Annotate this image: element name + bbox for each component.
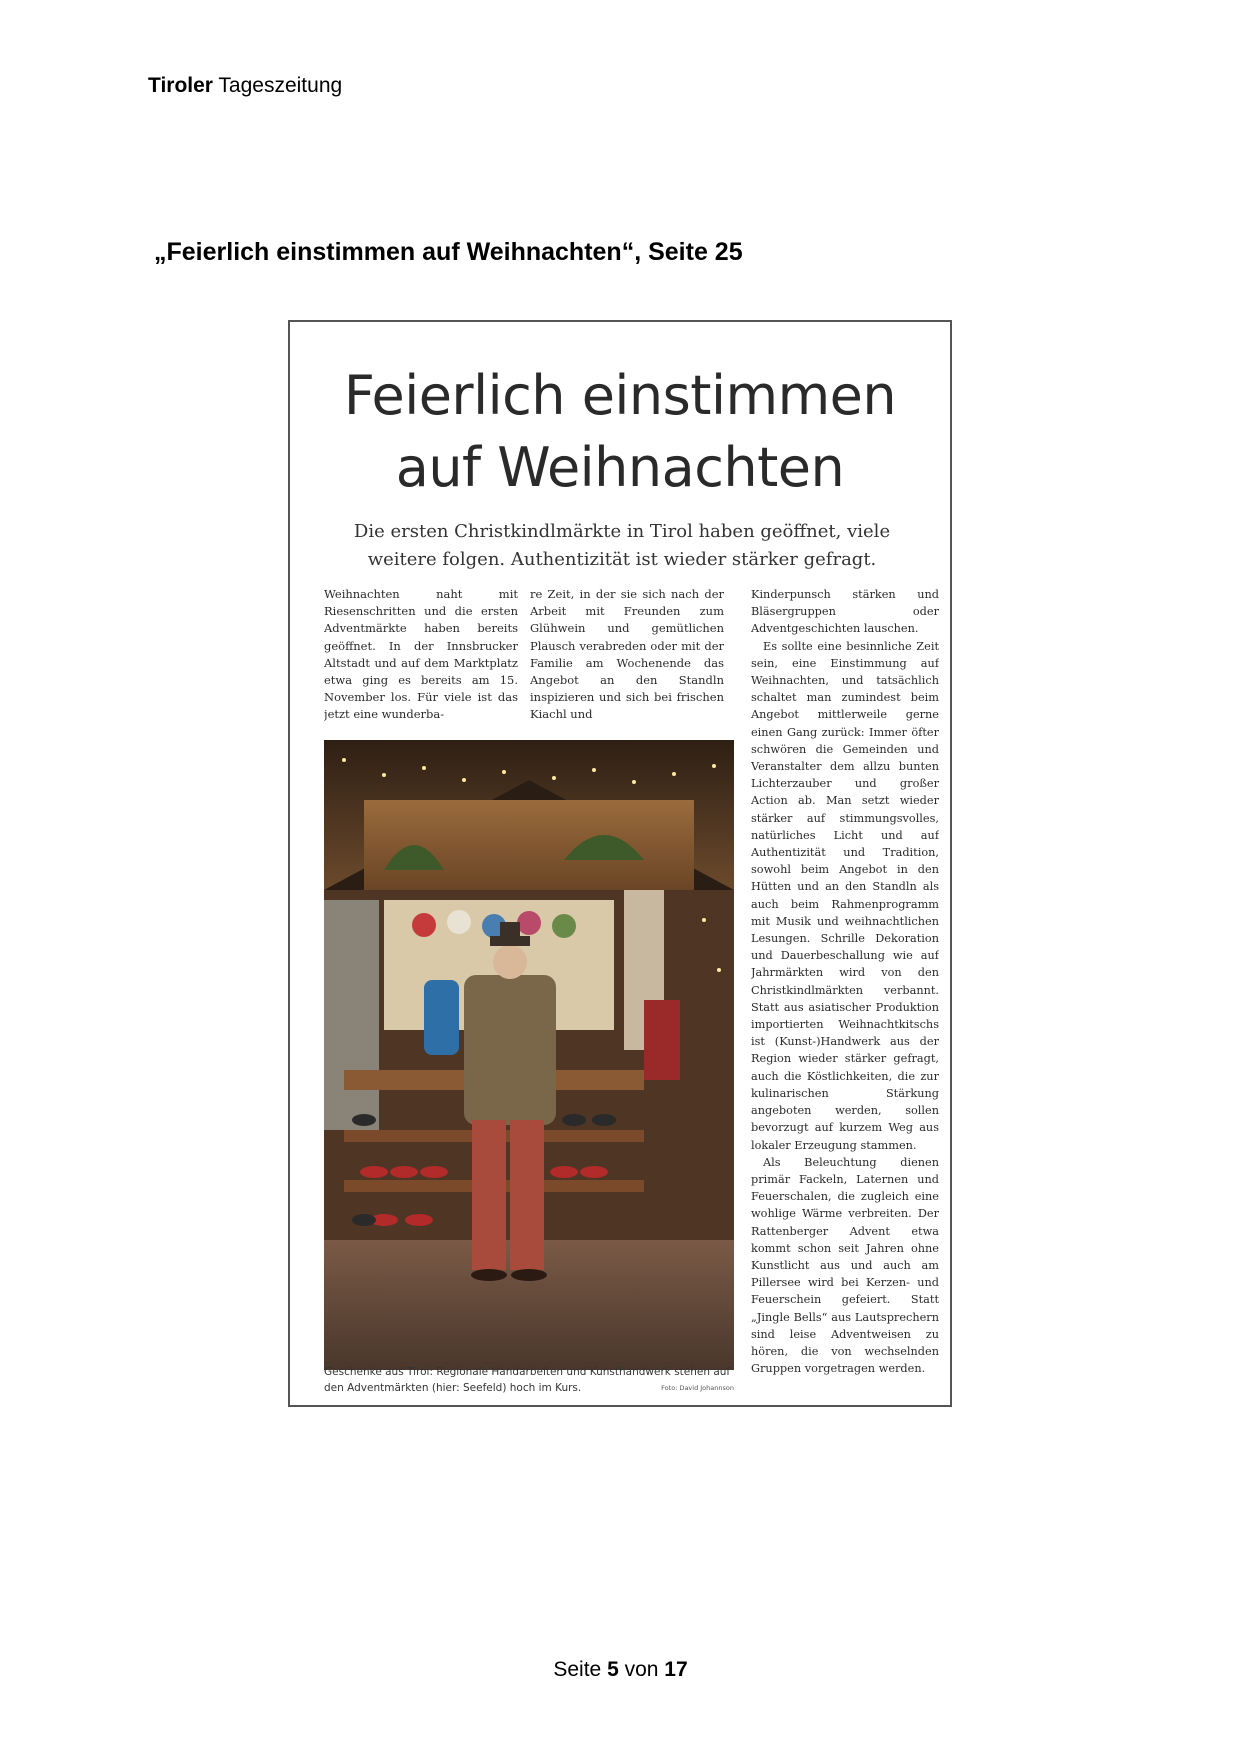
headline-line-2: auf Weihnachten — [395, 436, 845, 499]
article-column-2 — [530, 586, 724, 731]
page-current: 5 — [607, 1658, 619, 1681]
page-total: 17 — [664, 1658, 688, 1681]
clipping-headline — [290, 360, 950, 504]
column-3-paragraph-2: Es sollte eine besinnliche Zeit sein, eine Einstimmung auf Weihnachten, und tatsächlich schaltet man zumindest beim Angebot mittlerweile gerne einen Gang zurück: Immer öfter schwören die Gemeinden und Veranstalter dem allzu bunten Lichterzauber und großer Action ab. Man setzt wieder stärker auf stimmungsvolles, natürliches Licht und auf Authentizität und Tradition, sowohl beim Angebot in den Hütten und an den Standln als auch beim Rahmenprogramm mit Musik und weihnachtlichen Lesungen. Schrille Dekoration und Dauerbeschallung wie auf Jahrmärkten wird von den Christkindlmärkten verbannt. Statt aus asiatischer Produktion importierten Weihnachtkitschs ist (Kunst-)Handwerk aus der Region wieder stärker gefragt, auch die Köstlichkeiten, die zur kulinarischen Stärkung angeboten werden, sollen bevorzugt auf kurzem Weg aus lokaler Erzeugung stammen. — [751, 639, 939, 1152]
page-middle: von — [618, 1658, 665, 1681]
clipping-subhead: Die ersten Christkindlmärkte in Tirol haben geöffnet, viele weitere folgen. Authentizität ist wieder stärker gefragt. — [353, 521, 891, 570]
column-2-text: re Zeit, in der sie sich nach der Arbeit mit Freunden zum Glühwein und gemütlichen Plausch verabreden oder mit der Familie am Wochenende das Angebot an den Standln inspizieren und sich bei frischen Kiachl und — [530, 587, 724, 722]
column-3-paragraph-1: Kinderpunsch stärken und Bläsergruppen oder Adventgeschichten lauschen. — [751, 588, 939, 636]
publication-name-rest: Tageszeitung — [212, 74, 343, 97]
publication-name-bold: Tiroler — [148, 74, 213, 97]
article-column-3 — [751, 586, 939, 1386]
page-number — [0, 1658, 1241, 1682]
article-reference-title: „Feierlich einstimmen auf Weihnachten“, Seite 25 — [154, 238, 743, 266]
column-3-paragraph-3: Als Beleuchtung dienen primär Fackeln, Laternen und Feuerschalen, die zugleich eine wohlige Wärme verbreiten. Der Rattenberger Advent etwa kommt schon seit Jahren ohne Kunstlicht aus und auch am Pillersee wird bei Kerzen- und Feuerschein gefeiert. Statt „Jingle Bells“ aus Lautsprechern sind leise Adventweisen zu hören, die von wechselnden Gruppen vorgetragen werden. — [751, 1155, 939, 1376]
publication-name — [148, 74, 342, 98]
column-1-text: Weihnachten naht mit Riesenschritten und die ersten Adventmärkte haben bereits geöffnet. In der Innsbrucker Altstadt und auf dem Marktplatz etwa ging es bereits am 15. November los. Für viele ist das jetzt eine wunderba- — [324, 587, 518, 722]
photo-caption — [324, 1364, 734, 1396]
market-stall-photo — [324, 740, 734, 1370]
market-stall-illustration — [324, 740, 734, 1370]
page-prefix: Seite — [553, 1658, 608, 1681]
caption-text: Geschenke aus Tirol: Regionale Handarbeiten und Kunsthandwerk stehen auf den Adventmärkten (hier: Seefeld) hoch im Kurs. — [324, 1366, 731, 1394]
headline-line-1: Feierlich einstimmen — [343, 364, 897, 427]
photo-credit: Foto: David Johannson — [661, 1384, 734, 1392]
newspaper-clipping — [288, 320, 952, 1407]
article-column-1 — [324, 586, 518, 731]
